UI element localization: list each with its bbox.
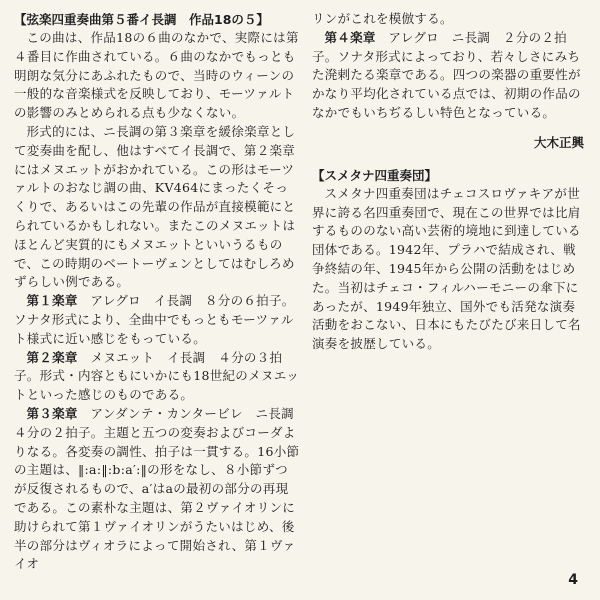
smetana-quartet-paragraph: スメタナ四重奏団はチェコスロヴァキアが世界に誇る名四重奏団で、現在この世界では比肩するもののない高い芸術的境地に到達している団体である。1942年、プラハで結成され、戦争終結の年、1945年から公開の活動をはじめた。当初はチェコ・フィルハーモニーの傘下にあったが、1949年独立、国外でも活発な演奏活動をおこない、日本にもたびたび来日して名演奏を披歴している。 [312, 185, 581, 352]
movement-1-title: 第１楽章 [26, 293, 78, 309]
movement-4 [312, 29, 584, 123]
form-paragraph: 形式的には、ニ長調の第３楽章を緩徐楽章として変奏曲を配し、他はすべてイ長調で、第２楽章にはメヌエットがおかれている。この形はモーツァルトのおなじ調の曲、KV464にまったくそっくりで、あるいはこの先輩の作品が直接模範にとられているかもしれない。またこのメヌエットはほとんど実質的にもメヌエットといいうるもので、この時期のベートーヴェンとしてはむしろめずらしい例である。 [14, 123, 296, 290]
movement-3 [14, 405, 307, 574]
movement-2 [14, 349, 300, 405]
movement-2-text: メヌエット イ長調 ４分の３拍子。形式・内容ともにいかにも18世紀のメヌエットといった感じのものである。 [14, 349, 300, 403]
movement-2-title: 第２楽章 [26, 349, 78, 365]
movement-3-text: アンダンテ・カンタービレ ニ長調 ４分の２拍子。主題と五つの変奏およびコーダよりなる。各変奏の調性、拍子は一貫する。16小節の主題は、‖:a:‖:b:a′:‖の形をなし、８小節ずつが反復されるもので、a′はaの最初の部分の再現である。この素朴な主題は、第２ヴァイオリンに助けられて第１ヴァイオリンがうたいはじめ、後半の部分はヴィオラによって開始され、第１ヴァイオ [14, 405, 307, 572]
movement-4-text: アレグロ ニ長調 ２分の２拍子。ソナタ形式によっており、若々しさにみちた溌剌たる楽章である。四つの楽器の重要性がかなり平均化されている点では、初期の作品のなかでもいちぢるしい特色となっている。 [312, 29, 581, 120]
movement-1-text: アレグロ イ長調 ８分の６拍子。ソナタ形式により、全曲中でもっともモーツァルト様式に近い感じをもっている。 [14, 293, 295, 346]
movement-4-title: 第４楽章 [324, 29, 376, 45]
smetana-quartet-heading: 【スメタナ四重奏団】 [312, 167, 438, 183]
movement-3-continued: リンがこれを模倣する。 [312, 11, 453, 26]
intro-paragraph: この曲は、作品18の６曲のなかで、実際には第４番目に作曲されている。６曲のなかでもっとも明朗な気分にあふれたもので、当時のウィーンの一般的な音楽様式を反映しており、モーツァルトの影響のみとめられる点も少なくない。 [14, 30, 299, 121]
left-column [14, 10, 307, 574]
page-number: 4 [568, 572, 578, 588]
quartet-op18-5-heading: 【弦楽四重奏曲第５番イ長調 作品18の５】 [14, 12, 269, 27]
movement-3-title: 第３楽章 [26, 405, 78, 421]
movement-1 [14, 292, 300, 348]
author-name: 大木正興 [533, 134, 584, 150]
right-column [312, 10, 584, 354]
